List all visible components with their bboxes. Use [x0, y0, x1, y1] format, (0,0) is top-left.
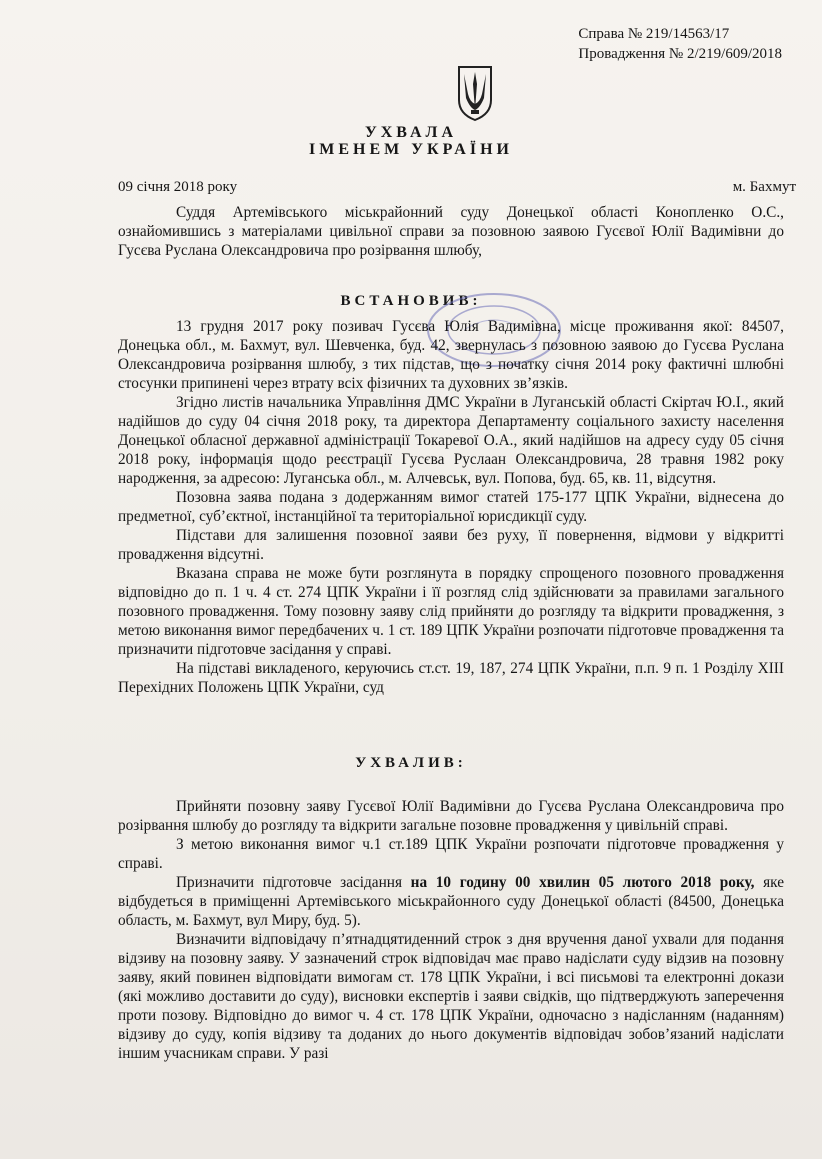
ruled-section: [118, 797, 784, 1063]
document-date: 09 січня 2018 року: [118, 179, 238, 195]
ruled-paragraph-4: Визначити відповідачу п’ятнадцятиденний строк з дня вручення даної ухвали для подання відзиву на позовну заяву. У зазначений строк відповідач має право надіслати суду відзив на позовну заяву, який повинен відповідати вимогам ст. 178 ЦПК України, і всі письмові та електронні докази (які можливо доставити до суду), висновки експертів і заяви свідків, що підтверджують заперечення проти позову. Відповідно до вимог ч. 4 ст. 178 ЦПК України, одночасно з надісланням (наданням) відзиву до суду, копія відзиву та доданих до нього документів відповідач зобов’язаний надіслати іншим учасникам справи. У разі: [118, 931, 784, 1062]
established-section: [118, 317, 784, 697]
proceeding-number: Провадження № 2/219/609/2018: [578, 46, 782, 62]
date-place-line: [118, 179, 796, 196]
established-paragraph-4: Підстави для залишення позовної заяви без руху, її повернення, відмови у відкритті провадження відсутні.: [118, 527, 784, 563]
case-numbers: [578, 24, 782, 64]
established-paragraph-5: Вказана справа не може бути розглянута в порядку спрощеного позовного провадження відповідно до п. 1 ч. 4 ст. 274 ЦПК України і її розгляд слід здійснювати за правилами загального позовного провадження. Тому позовну заяву слід прийняти до розгляду та відкрити провадження, з метою виконання вимог передбачених ч. 1 ст. 189 ЦПК України розпочати підготовче провадження та призначити підготовче засідання у справі.: [118, 565, 784, 658]
case-number: Справа № 219/14563/17: [578, 26, 730, 42]
ruled-paragraph-2: З метою виконання вимог ч.1 ст.189 ЦПК України розпочати підготовче провадження у справі.: [118, 836, 784, 872]
ruled-paragraph-3-end: яке відбудеться в приміщенні Артемівського міськрайонного суду Донецької області (84500, Донецька область, м. Бахмут, вул Миру, буд. 5).: [118, 874, 784, 929]
ruled-paragraph-3-start: Призначити підготовче засідання: [176, 874, 411, 891]
document-subtitle: ІМЕНЕМ УКРАЇНИ: [309, 141, 513, 158]
established-heading: ВСТАНОВИВ:: [340, 293, 482, 309]
trident-coat-of-arms-icon: [456, 64, 494, 122]
intro-text: [118, 203, 784, 260]
ruled-heading: УХВАЛИВ:: [355, 755, 467, 771]
ruled-paragraph-1: Прийняти позовну заяву Гусєвої Юлії Вадимівни до Гусєва Руслана Олександровича про розірвання шлюбу до розгляду та відкрити загальне позовне провадження у цивільній справі.: [118, 798, 784, 834]
established-paragraph-1: 13 грудня 2017 року позивач Гусєва Юлія Вадимівна, місце проживання якої: 84507, Донецька обл., м. Бахмут, вул. Шевченка, буд. 42, звернулась з позовною заявою до Гусєва Руслана Олександровича розірвання шлюбу, з тих підстав, що з початку січня 2014 року фактичні шлюбні стосунки припинені через втрату всіх фізичних та духовних зв’язків.: [118, 318, 784, 392]
established-paragraph-3: Позовна заява подана з додержанням вимог статей 175-177 ЦПК України, віднесена до предметної, суб’єктної, інстанційної та територіальної юрисдикції суду.: [118, 489, 784, 525]
established-paragraph-2: Згідно листів начальника Управління ДМС України в Луганській області Скіртач Ю.І., який надійшов до суду 04 січня 2018 року, та директора Департаменту соціального захисту населення Донецької обласної державної адміністрації Токаревої О.А., який надійшов на адресу суду 05 січня 2018 року, інформація щодо реєстрації Гусєва Руслаан Олександровича, 28 травня 1982 року народження, за адресою: Луганська обл., м. Алчевськ, вул. Попова, буд. 65, кв. 11, відсутня.: [118, 394, 784, 487]
hearing-datetime: на 10 годину 00 хвилин 05 лютого 2018 року,: [410, 874, 755, 891]
established-paragraph-6: На підставі викладеного, керуючись ст.ст. 19, 187, 274 ЦПК України, п.п. 9 п. 1 Розділу XIII Перехідних Положень ЦПК України, суд: [118, 660, 784, 696]
document-title: УХВАЛА: [365, 124, 457, 141]
document-place: м. Бахмут: [732, 179, 796, 195]
ruled-paragraph-3: [118, 873, 784, 930]
intro-paragraph: Суддя Артемівського міськрайонний суду Донецької області Конопленко О.С., ознайомившись з матеріалами цивільної справи за позовною заявою Гусєвої Юлії Вадимівни до Гусєва Руслана Олександровича про розірвання шлюбу,: [118, 204, 784, 259]
